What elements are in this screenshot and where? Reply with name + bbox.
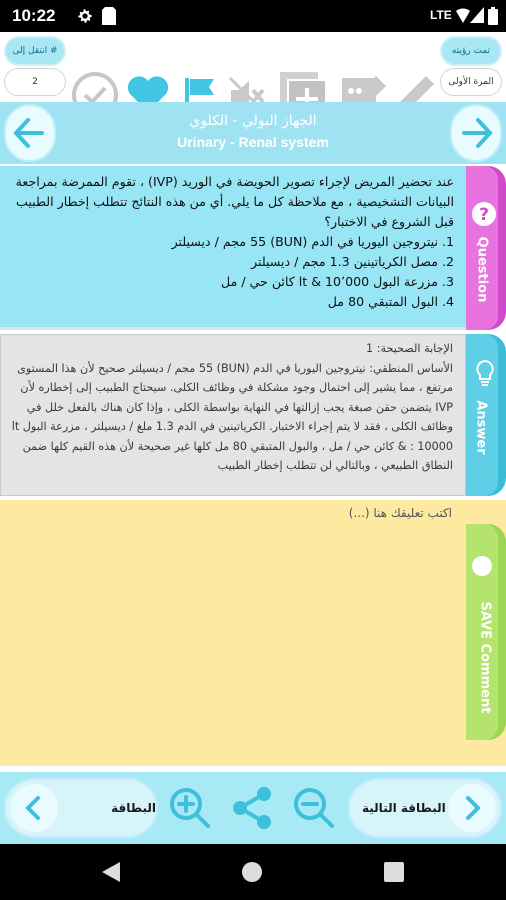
question-stem: عند تحضير المريض لإجراء تصوير الحويضة في الوريد (IVP) ، تقوم الممرضة بمراجعة البيانات التشخيصية ، مع ملاحظة كل ما يلي. أي من هذه النتائج تتطلب إخطار الطبيب قبل الشروع في الاختبار؟ (15, 174, 454, 229)
nav-home-icon[interactable] (240, 860, 264, 884)
question-option-2: 2. مصل الكرياتينين 1.3 مجم / ديسيلتر (251, 254, 454, 269)
question-panel[interactable] (0, 166, 466, 330)
zoom-in-icon[interactable] (166, 784, 214, 832)
status-time: 10:22 (12, 6, 56, 25)
answer-correct: الإجابة الصحيحة: 1 (366, 342, 453, 355)
chevron-left-icon (8, 782, 60, 834)
chevron-right-icon (446, 782, 498, 834)
question-option-3: 3. مزرعة البول lt & 10٬000 كائن حي / مل (221, 274, 454, 289)
nav-recents-icon[interactable] (384, 862, 404, 882)
nav-back-icon[interactable] (100, 860, 122, 884)
question-text (4, 172, 454, 312)
review-status-button[interactable]: تمت رؤيته (440, 36, 502, 66)
question-option-4: 4. البول المتبقي 80 مل (327, 294, 454, 309)
goto-card-input[interactable]: 2 (4, 68, 66, 96)
system-nav-bar (0, 844, 506, 900)
question-tab[interactable] (466, 166, 506, 330)
signal-icon (470, 7, 484, 23)
goto-card-button[interactable]: انتقل إلى # (4, 36, 66, 66)
save-comment-button[interactable] (466, 500, 506, 766)
answer-tab-label: Answer (473, 400, 489, 455)
answer-panel[interactable] (0, 334, 466, 496)
question-option-1: 1. نيتروجين اليوريا في الدم (BUN) 55 مجم / ديسيلتر (171, 234, 454, 249)
forward-button[interactable] (450, 104, 502, 162)
comment-panel[interactable] (0, 500, 466, 766)
arrow-right-icon (452, 106, 500, 160)
previous-card-button[interactable] (4, 778, 158, 838)
share-icon[interactable] (228, 784, 276, 832)
review-count: المرة الأولى (440, 68, 502, 96)
card-title-english: Urinary - Renal system (177, 134, 329, 150)
next-card-button[interactable] (348, 778, 502, 838)
question-tab-label: Question (474, 236, 490, 303)
sim-card-icon (102, 7, 116, 25)
card-header (0, 102, 506, 164)
previous-card-label: البطاقة (111, 801, 156, 815)
status-bar (0, 0, 506, 32)
back-button[interactable] (4, 104, 56, 162)
comment-input[interactable]: اكتب تعليقك هنا (...) (348, 506, 452, 520)
battery-icon (488, 7, 498, 25)
next-card-label: البطاقة التالية (362, 801, 446, 815)
save-comment-icon (470, 554, 494, 578)
gear-icon (76, 7, 94, 25)
arrow-left-icon (6, 106, 54, 160)
answer-rationale: الأساس المنطقي: نيتروجين اليوريا في الدم (BUN) 55 مجم / ديسيلتر صحيح لأن هذا المستوى مرتفع ، مما يشير إلى احتمال وجود مشكلة في وظائف الكلى. سيحتاج الطبيب إلى إخطاره لأن IVP يتضمن حقن صبغة يجب إزالتها في النهاية بواسطة الكلى ، وإذا كان هناك بالفعل خلل في وظائف الكلى ، فقد لا يتم إجراء الاختبار. الكرياتينين في الدم 1.3 ملغ / ديسيلتر ، مزرعة البول lt & : 10000 كائن حي / مل ، والبول المتبقي 80 مل كلها غير صحيحة لأن هذه القيم كلها ضمن النطاق الطبيعي ، وبالتالي لن تتطلب إخطار الطبيب (11, 361, 453, 472)
answer-text (1, 339, 453, 476)
svg-text:?: ? (479, 205, 489, 225)
save-comment-label: SAVE Comment (477, 601, 493, 714)
zoom-out-icon[interactable] (290, 784, 338, 832)
toolbar (0, 32, 506, 102)
answer-tab[interactable] (466, 334, 506, 496)
card-title-arabic: الجهاز البولي - الكلوي (189, 113, 317, 129)
wifi-icon (456, 7, 470, 23)
network-label: LTE (430, 8, 452, 22)
footer-bar (0, 772, 506, 844)
